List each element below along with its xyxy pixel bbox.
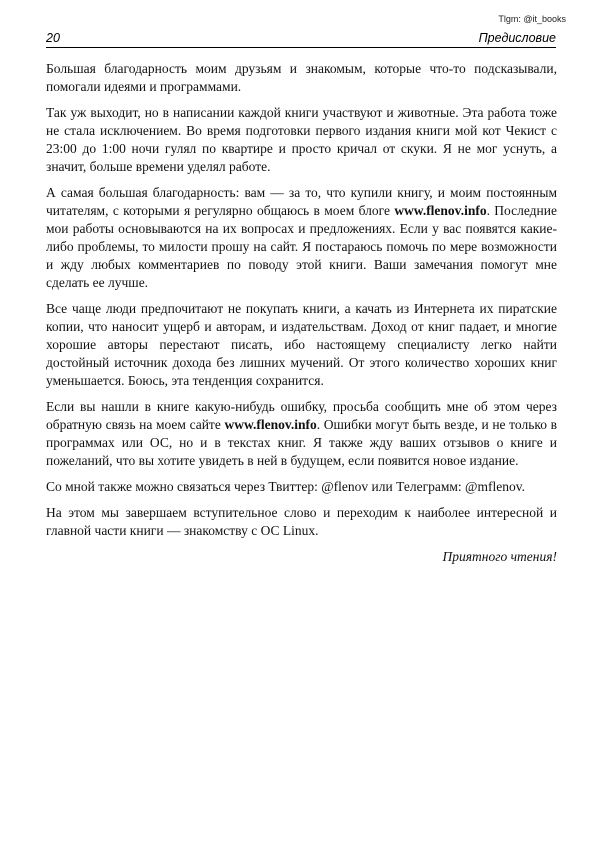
running-header <box>46 30 556 48</box>
paragraph-contacts: Со мной также можно связаться через Твиттер: @flenov или Телеграмм: @mflenov. <box>46 479 525 494</box>
chapter-title: Предисловие <box>478 31 556 45</box>
watermark-text: Tlgm: @it_books <box>498 14 566 24</box>
page-number: 20 <box>46 31 60 45</box>
paragraph-text-part: . Ошибки могут быть везде, и не только в программах или ОС, но и в текстах книг. Я также жду ваших отзывов о книге и пожеланий, что вы хотите увидеть в ней в будущем, если появится новое издание. <box>46 417 557 468</box>
paragraph-thanks-readers <box>46 184 557 292</box>
paragraph-animals: Так уж выходит, но в написании каждой книги участвуют и животные. Эта работа тоже не стала исключением. Во время подготовки первого издания книги мой кот Чекист с 23:00 до 1:00 ночи гулял по квартире и просто кричал от скуки. Я не мог уснуть, а значит, больше времени уделял работе. <box>46 105 557 174</box>
paragraph-thanks-friends: Большая благодарность моим друзьям и знакомым, которые что-то подсказывали, помогали идеями и программами. <box>46 61 557 94</box>
paragraph-text-part: . Последние мои работы основываются на их вопросах и предложениях. Если у вас появятся какие-либо проблемы, то милости прошу на сайт. Я постараюсь помочь по мере возможности и жду любых комментариев по поводу этой книги. Ваши замечания помогут мне сделать ее лучше. <box>46 203 557 290</box>
paragraph-errors-feedback <box>46 398 557 470</box>
website-link: www.flenov.info <box>224 417 317 432</box>
website-link: www.flenov.info <box>394 203 487 218</box>
paragraph-text-part: Если вы нашли в книге какую-нибудь ошибку, просьба сообщить мне об этом через обратную связь на моем сайте <box>46 399 557 432</box>
paragraph-conclusion: На этом мы завершаем вступительное слово и переходим к наиболее интересной и главной части книги — знакомству с ОС Linux. <box>46 505 557 538</box>
paragraph-piracy: Все чаще люди предпочитают не покупать книги, а качать из Интернета их пиратские копии, что наносит ущерб и авторам, и издательствам. Доход от книг падает, и многие хорошие авторы перестают писать, ибо настоящему специалисту легко найти достойный источник дохода без лишних мучений. От этого количество хороших книг уменьшается. Боюсь, эта тенденция сохранится. <box>46 301 557 388</box>
paragraph-text-part: А самая большая благодарность: вам — за то, что купили книгу, и моим постоянным читателям, с которыми я регулярно общаюсь в моем блоге <box>46 185 557 218</box>
closing-line: Приятного чтения! <box>442 549 557 564</box>
body-text <box>46 60 557 574</box>
